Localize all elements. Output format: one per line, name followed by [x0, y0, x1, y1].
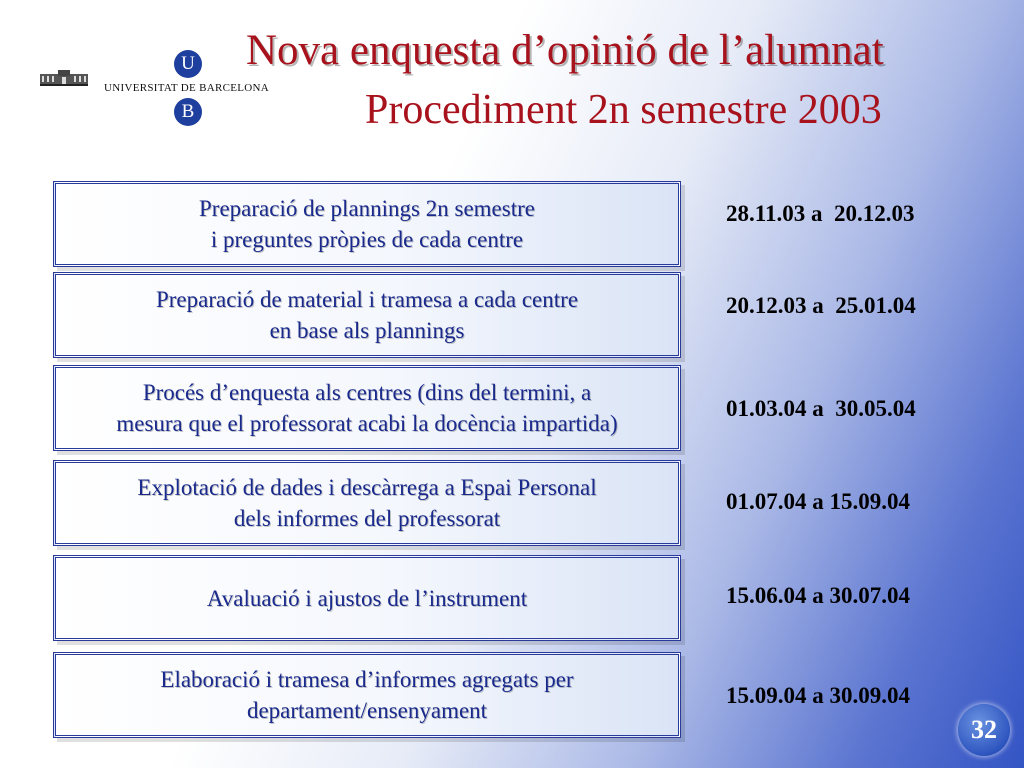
logo-text: UNIVERSITAT DE BARCELONA: [104, 82, 270, 94]
step-label: Preparació de material i tramesa a cada centre en base als plannings: [155, 287, 579, 343]
step-label: Procés d’enquesta als centres (dins del termini, a mesura que el professorat acabi la docència impartida): [116, 380, 618, 436]
step-label: Preparació de plannings 2n semestre i preguntes pròpies de cada centre: [199, 196, 535, 252]
logo-letter-b: B: [174, 98, 202, 126]
step-dates: 15.09.04 a 30.09.04: [726, 683, 910, 708]
step-dates: 20.12.03 a 25.01.04: [726, 293, 916, 318]
step-box-1: [53, 181, 681, 267]
step-dates: 01.03.04 a 30.05.04: [726, 396, 916, 421]
logo-letter-u: U: [174, 50, 202, 78]
step-label: Avaluació i ajustos de l’instrument: [206, 585, 528, 611]
step-label: Elaboració i tramesa d’informes agregats per departament/ensenyament: [160, 667, 574, 723]
building-icon: [40, 70, 88, 86]
page-title: Nova enquesta d’opinió de l’alumnat: [246, 27, 884, 74]
step-box-3: [53, 365, 681, 451]
page-subtitle: Procediment 2n semestre 2003: [365, 87, 882, 133]
step-dates: 28.11.03 a 20.12.03: [726, 201, 915, 226]
page-number-badge: 32: [958, 704, 1010, 756]
step-box-4: [53, 460, 681, 546]
step-box-2: [53, 272, 681, 358]
step-box-5: [53, 555, 681, 641]
step-box-6: [53, 652, 681, 738]
university-logo: [40, 44, 280, 134]
step-dates: 01.07.04 a 15.09.04: [726, 489, 910, 514]
step-label: Explotació de dades i descàrrega a Espai Personal dels informes del professorat: [137, 475, 597, 531]
step-dates: 15.06.04 a 30.07.04: [726, 583, 910, 608]
